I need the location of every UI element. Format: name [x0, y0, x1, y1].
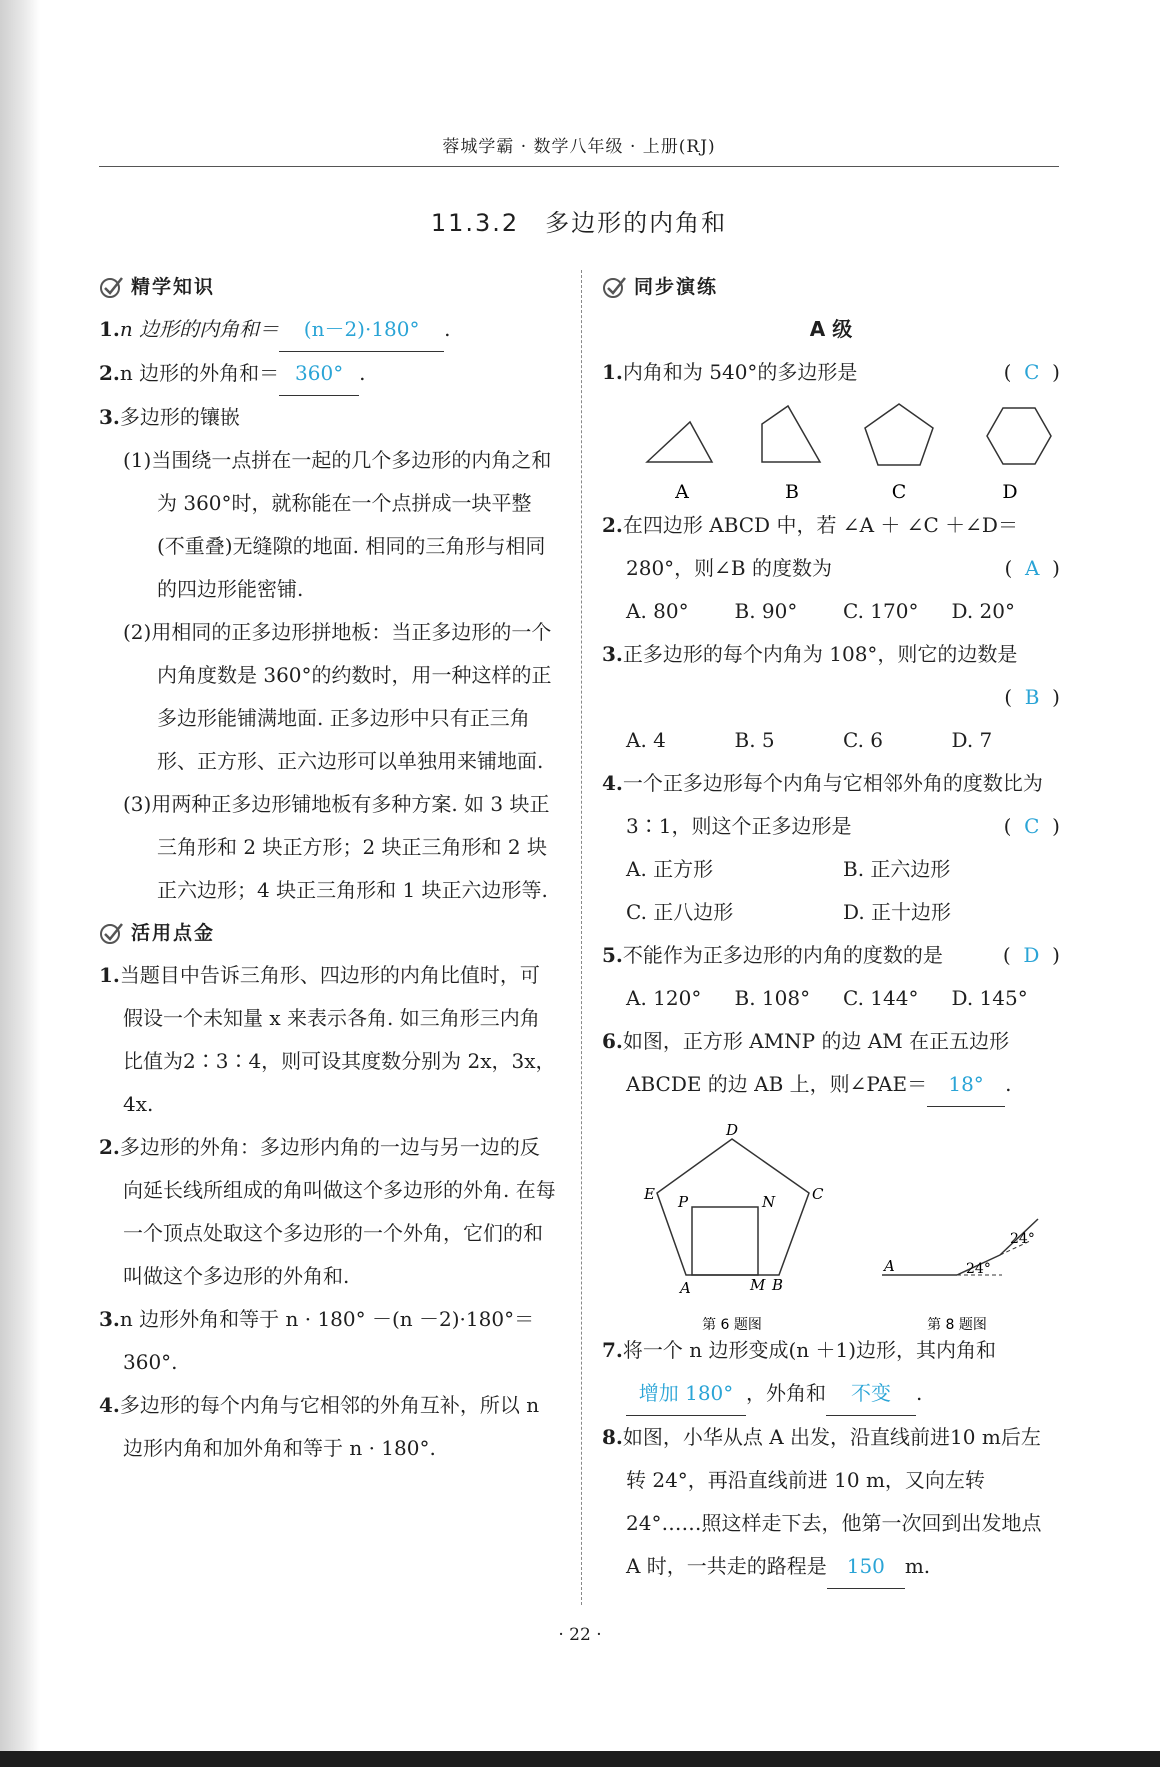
fig6-caption: 第 6 题图: [702, 1317, 762, 1333]
option: C. 6: [843, 728, 884, 752]
answer-bracket: ( C ): [1003, 814, 1060, 838]
option: B. 90°: [734, 599, 798, 623]
fig6-square: [692, 1207, 758, 1275]
question-2-options: [602, 590, 1060, 633]
knowledge-item-3: 3.多边形的镶嵌: [99, 405, 240, 429]
fig8-label-a: A: [884, 1257, 895, 1275]
answer-blank: 增加 180°: [626, 1372, 746, 1416]
question-4: 4.一个正多边形每个内角与它相邻外角的度数比为 3∶1，则这个正多边形是 ( C ): [602, 762, 1060, 848]
fig6-label-c: C: [812, 1185, 824, 1203]
question-1: 1.内角和为 540°的多边形是 ( C ): [602, 351, 1060, 394]
tips-heading: [99, 912, 559, 954]
level-label: A 级: [809, 317, 853, 341]
hexagon-shape: [987, 408, 1051, 464]
answer-blank: 18°: [927, 1063, 1005, 1107]
bottom-edge-bar: [0, 1751, 1160, 1767]
option: B. 108°: [734, 986, 811, 1010]
running-header: 蓉城学霸 · 数学八年级 · 上册(RJ): [442, 137, 716, 157]
tips-heading-label: 活用点金: [131, 921, 216, 944]
option: A. 4: [626, 728, 666, 752]
answer-blank: 150: [827, 1545, 905, 1589]
option: C. 144°: [843, 986, 919, 1010]
question-7: 7.将一个 n 边形变成(n ＋1)边形，其内角和增加 180° ，外角和 不变 .: [602, 1329, 1060, 1416]
fig8-caption: 第 8 题图: [927, 1317, 987, 1333]
section-title: 11.3.2 多边形的内角和: [430, 209, 728, 237]
answer-bracket-row: ( B ): [1004, 685, 1060, 709]
practice-heading-label: 同步演练: [634, 275, 719, 298]
book-spine-shadow: [0, 0, 40, 1767]
fig6-label-n: N: [762, 1193, 776, 1211]
question-5-options: [602, 977, 1060, 1020]
answer-bracket: ( C ): [1003, 360, 1060, 384]
question-4-options-row-1: [602, 848, 1060, 891]
check-icon: [99, 921, 125, 945]
question-4-options-row-2: [602, 891, 1060, 934]
left-column: [99, 266, 559, 1470]
option: D. 20°: [951, 599, 1015, 623]
knowledge-heading: [99, 266, 559, 308]
shape-label-d: D: [1002, 481, 1018, 503]
quadrilateral-shape: [762, 406, 820, 462]
option: C. 正八边形: [626, 900, 734, 924]
tiling-rule-1: (1)当围绕一点拼在一起的几个多边形的内角之和为 360°时，就称能在一个点拼成一块平整(不重叠)无缝隙的地面. 相同的三角形与相同的四边形能密铺.: [123, 448, 552, 601]
knowledge-item-2: 2.n 边形的外角和＝ 360° .: [99, 352, 559, 396]
question-3: 3.正多边形的每个内角为 108°，则它的边数是: [602, 642, 1018, 666]
figures-6-8: [602, 1107, 1060, 1333]
question-6: 6.如图，正方形 AMNP 的边 AM 在正五边形 ABCDE 的边 AB 上，则∠PAE＝ 18° .: [602, 1020, 1060, 1107]
tip-item-2: 2.多边形的外角：多边形内角的一边与另一边的反向延长线所组成的角叫做这个多边形的外角. 在每一个顶点处取这个多边形的一个外角，它们的和叫做这个多边形的外角和.: [99, 1135, 556, 1288]
header-rule: [99, 166, 1059, 167]
tip-item-4: 4.多边形的每个内角与它相邻的外角互补，所以 n 边形内角和加外角和等于 n · 180°.: [99, 1393, 540, 1460]
answer-bracket: ( A ): [1004, 556, 1060, 580]
question-3-options: [602, 719, 1060, 762]
pentagon-shape: [865, 404, 933, 465]
tiling-rule-3: (3)用两种正多边形铺地板有多种方案. 如 3 块正三角形和 2 块正方形；2 块正三角形和 2 块正六边形；4 块正三角形和 1 块正六边形等.: [123, 792, 550, 902]
option: D. 7: [951, 728, 993, 752]
fig8-angle-2: 24°: [1010, 1231, 1035, 1247]
question-5: 5.不能作为正多边形的内角的度数的是 ( D ): [602, 934, 1060, 977]
fig6-label-d: D: [726, 1121, 739, 1139]
fig6-label-a: A: [680, 1279, 691, 1297]
option: C. 170°: [843, 599, 919, 623]
shape-label-a: A: [675, 481, 689, 503]
fig6-label-e: E: [644, 1185, 655, 1203]
figures-svg: [602, 1107, 1060, 1333]
column-divider: [581, 270, 582, 1605]
tip-item-1: 1.当题目中告诉三角形、四边形的内角比值时，可假设一个未知量 x 来表示各角. 如三角形三内角比值为2∶3∶4，则可设其度数分别为 2x，3x，4x.: [99, 963, 556, 1116]
triangle-shape: [647, 422, 712, 462]
fig6-label-p: P: [678, 1193, 689, 1211]
practice-heading: [602, 266, 1060, 308]
option: B. 5: [734, 728, 775, 752]
fig6-label-m: M: [750, 1276, 766, 1294]
check-icon: [602, 275, 628, 299]
shape-label-b: B: [785, 481, 799, 503]
option: B. 正六边形: [843, 857, 951, 881]
option: D. 正十边形: [843, 900, 952, 924]
fig8-angle-1: 24°: [966, 1261, 991, 1277]
answer-blank: 不变: [826, 1372, 916, 1416]
polygon-options-svg: [602, 394, 1060, 504]
page-number: · 22 ·: [558, 1625, 602, 1645]
answer-bracket: ( D ): [1002, 943, 1060, 967]
option: A. 120°: [626, 986, 702, 1010]
question-8: 8.如图，小华从点 A 出发，沿直线前进10 m后左转 24°，再沿直线前进 10 m，又向左转 24°……照这样走下去，他第一次回到出发地点 A 时，一共走的路程是 150 m.: [602, 1416, 1060, 1589]
right-column: [602, 266, 1060, 1589]
answer-blank: (n－2)·180°: [279, 308, 444, 352]
option: D. 145°: [951, 986, 1028, 1010]
question-2: 2.在四边形 ABCD 中，若 ∠A ＋ ∠C ＋∠D＝280°，则∠B 的度数为 ( A ): [602, 504, 1060, 590]
fig6-label-b: B: [772, 1276, 784, 1294]
knowledge-heading-label: 精学知识: [131, 275, 216, 298]
shape-label-c: C: [891, 481, 907, 503]
answer-blank: 360°: [279, 352, 359, 396]
knowledge-item-1: 1.n 边形的内角和＝ (n－2)·180° .: [99, 308, 559, 352]
option: A. 80°: [626, 599, 689, 623]
check-icon: [99, 275, 125, 299]
option: A. 正方形: [626, 857, 714, 881]
polygon-options-figure: [602, 394, 1060, 504]
tip-item-3: 3.n 边形外角和等于 n · 180° －(n －2)·180°＝360°.: [99, 1307, 535, 1374]
tiling-rule-2: (2)用相同的正多边形拼地板：当正多边形的一个内角度数是 360°的约数时，用一种这样的正多边形能铺满地面. 正多边形中只有正三角形、正方形、正六边形可以单独用来铺地面.: [123, 620, 552, 773]
